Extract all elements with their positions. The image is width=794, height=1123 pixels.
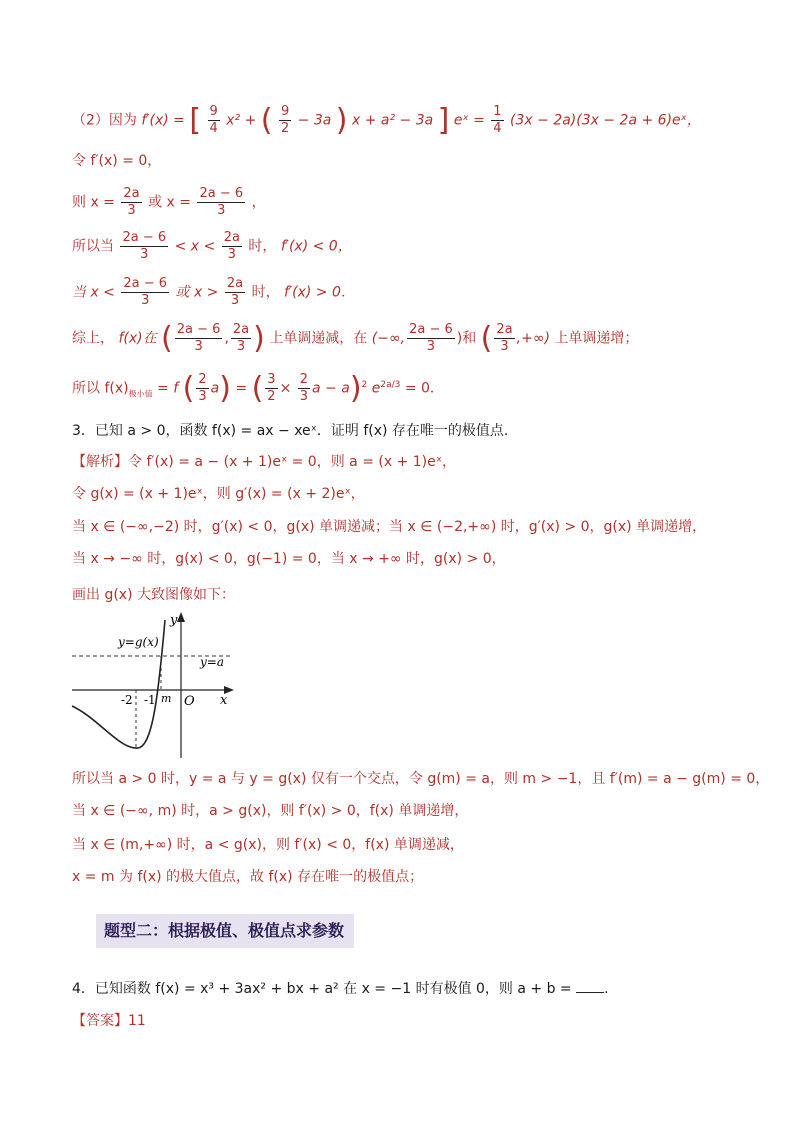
numerator: 2a − 6 [199,186,244,201]
fraction [196,372,208,405]
question-4 [72,978,609,1000]
answer-tag: 【答案】 [72,1013,128,1029]
text: e [371,380,381,397]
numerator: 2a [496,322,513,337]
answer-value: 11 [128,1013,146,1029]
g-monotonic-line: 当 x ∈ (−∞,−2) 时，g′(x) < 0，g(x) 单调递减；当 x ∈ (−2,+∞) 时，g′(x) > 0，g(x) 单调递增， [72,519,707,535]
text: 时， [248,238,277,255]
math-text: (3x − 2a)(3x − 2a + 6)eˣ， [510,112,701,129]
text: = 0． [404,380,444,397]
numerator: 2 [198,372,207,387]
right-interval-line: 当 x ∈ (m,+∞) 时，a < g(x)，则 f′(x) < 0，f(x) 单调递减， [72,837,464,853]
paren: ( [182,370,195,406]
analysis-line [72,451,456,473]
numerator: 2 [299,372,309,387]
g-graph [68,610,238,760]
numerator: 1 [493,104,502,119]
y-axis-label: y [170,613,178,628]
tick-minus-2: -2 [121,693,133,707]
numerator: 3 [267,372,276,387]
conclusion-line: x = m 为 f(x) 的极大值点，故 f(x) 存在唯一的极值点； [72,869,424,885]
text: 上单调递增； [554,330,639,347]
y-axis-arrow [177,612,185,622]
math-text: f′(x) = [141,112,185,129]
paren: ( [161,320,173,356]
text: 令 f′(x) = a − (x + 1)eˣ = 0，则 a = (x + 1)eˣ， [128,454,456,470]
paren: ) [335,102,348,138]
text: 或 x = [148,194,191,211]
denominator: 3 [426,339,436,354]
fraction [225,276,245,309]
text: 所以 f(x) [72,380,129,397]
analysis-tag: 【解析】 [72,454,128,470]
text: 则 x = [72,194,115,211]
denominator: 3 [227,247,236,262]
text: ,+∞) [516,330,550,347]
fraction [222,230,242,263]
text: 时， [251,284,280,301]
denominator: 3 [140,247,149,262]
part-label: （2）因为 [72,112,137,129]
paren: ) [253,320,265,356]
text: . [604,981,609,997]
roots-line [72,186,266,219]
text: 上单调递减，在 [269,330,368,347]
text: f(x)在 [118,330,157,347]
text: a − a [312,380,350,397]
numerator: 2a [123,186,140,201]
numerator: 2a [226,276,244,291]
fraction [197,186,245,219]
denominator: 2 [267,389,276,404]
denominator: 3 [299,389,309,404]
denominator: 3 [198,389,207,404]
fraction [494,322,514,355]
text: = f [157,380,179,397]
section-heading: 题型二：根据极值、极值点求参数 [96,914,354,948]
text: 或 x > [175,284,219,301]
curve-label: y=g(x) [118,635,159,649]
paren: ) [349,370,362,406]
exponent: 2a/3 [380,379,401,390]
paren: ) [219,370,231,406]
fraction [121,186,141,219]
text: 综上， [72,330,114,347]
fraction [121,276,169,309]
fraction [298,372,310,405]
fraction [120,230,168,263]
text: 4．已知函数 f(x) = x³ + 3ax² + bx + a² 在 x = −1 时有极值 0，则 a + b = [72,981,572,997]
fraction [279,104,291,137]
fraction [231,322,251,355]
denominator: 3 [141,293,150,308]
denominator: 3 [500,339,509,354]
math-text: x + a² − 3a [351,112,434,129]
line-label: y=a [200,655,224,669]
answer-line [72,1010,146,1032]
numerator: 2a − 6 [122,230,167,245]
intersection-line: 所以当 a > 0 时，y = a 与 y = g(x) 仅有一个交点，令 g(m) = a，则 m > −1，且 f′(m) = a − g(m) = 0， [72,771,770,787]
bracket: [ [189,102,202,138]
numerator: 9 [209,104,218,119]
answer-blank[interactable] [576,978,604,993]
g-limits-line: 当 x → −∞ 时，g(x) < 0，g(−1) = 0，当 x → +∞ 时，g(x) > 0， [72,551,506,567]
left-interval-line: 当 x ∈ (−∞, m) 时，a > g(x)，则 f′(x) > 0，f(x) 单调递增， [72,803,469,819]
tick-m: m [161,692,172,705]
fraction [407,322,455,355]
bracket: ] [437,102,450,138]
denominator: 4 [493,121,502,136]
text: f′(x) < 0， [280,238,352,255]
math-text: − 3a [297,112,332,129]
origin-label: O [184,694,195,709]
fraction [175,322,223,355]
summary-line: 综上， f(x)在 ( $\frac{2a - 6}{3}$ , $\frac{2a}{3}$ ) 上单调递减，在 (−∞, $\frac{2a - 6}{3}$ )和 ( $\frac{2a}{3}$ ,+∞) 上单调递增； [72,320,639,356]
numerator: 2a − 6 [123,276,168,291]
numerator: 2a − 6 [176,322,221,337]
numerator: 2a [223,230,240,245]
fraction [265,372,277,405]
text: )和 [456,330,477,347]
denominator: 3 [217,203,226,218]
draw-graph-line: 画出 g(x) 大致图像如下： [72,587,235,603]
text: ， [251,194,266,211]
text: (−∞, [371,330,406,347]
fraction [491,104,503,137]
question-3: 3．已知 a > 0，函数 f(x) = ax − xeˣ．证明 f(x) 存在唯一的极值点. [72,423,509,439]
minimum-value-line: 所以 $f(x)_{极小值} = f$ ( $\frac{2}{3}$ a) = ( $\frac{3}{2}$ × $\frac{2}{3}$ a − a)$^2$ $e^{2a/3} = 0$． [72,370,444,406]
text: × [279,380,296,397]
subscript: 极小值 [128,389,153,399]
tick-minus-1: -1 [144,693,156,707]
numerator: 9 [280,104,290,119]
text: 当 x < [72,284,115,301]
paren: ( [251,370,264,406]
text: 所以当 [72,238,114,255]
denominator: 2 [280,121,290,136]
denominator: 3 [127,203,136,218]
denominator: 3 [230,293,240,308]
denominator: 4 [209,121,218,136]
numerator: 2a [232,322,250,337]
text: < x < [174,238,216,255]
paren: ( [480,320,493,356]
numerator: 2a − 6 [409,322,453,337]
denominator: 3 [194,339,203,354]
decreasing-interval-line [72,230,352,263]
g-definition-line: 令 g(x) = (x + 1)eˣ，则 g′(x) = (x + 2)eˣ， [72,486,365,502]
x-axis-label: x [220,693,228,708]
paren: ( [260,102,273,138]
fraction [208,104,220,137]
part2-derivative-line [72,104,701,137]
denominator: 3 [236,339,246,354]
text: = [235,380,248,397]
math-text: x² + [226,112,257,129]
math-text: eˣ = [453,112,485,129]
set-derivative-zero: 令 f′(x) = 0， [72,153,162,169]
increasing-interval-line [72,276,355,309]
text: f′(x) > 0． [284,284,355,301]
